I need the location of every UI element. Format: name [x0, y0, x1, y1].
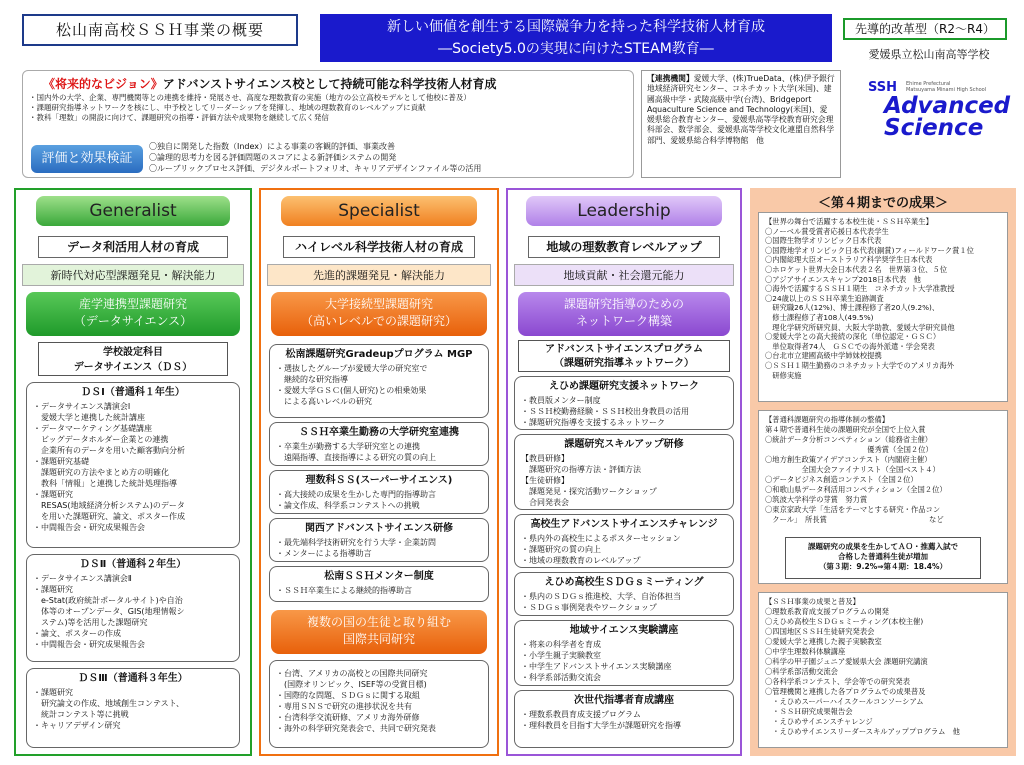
vision-heading-bracket: 《将来的なビジョン》 — [43, 77, 163, 91]
experiment-title: 地域サイエンス実験講座 — [569, 625, 679, 636]
mentor-body: ・ＳＳＨ卒業生による継続的指導助言 — [276, 586, 412, 595]
logo-advanced: Advanced — [884, 93, 1011, 119]
next-gen-title: 次世代指導者育成講座 — [574, 695, 674, 706]
results-general-note — [785, 537, 981, 579]
results-spread — [758, 592, 1008, 748]
banner-line-2: ―Society5.0の実現に向けたSTEAM教育― — [438, 41, 714, 57]
experiment-card — [514, 620, 734, 686]
generalist-subtitle: データ利活用人材の育成 — [38, 236, 228, 258]
partner-label: 【連携機関】 — [647, 74, 694, 83]
super-science-title: 理数科ＳＳ(スーパーサイエンス) — [305, 475, 453, 486]
lab-collab-title: ＳＳＨ卒業生勤務の大学研究室連携 — [299, 427, 459, 438]
ds1-title: ＤＳⅠ（普通科１年生） — [81, 387, 185, 398]
partner-list: 愛媛大学、(株)TrueData、(株)伊予銀行地域経済研究センター、コネチカット大学(米国)、建國高級中学・武陵高級中学(台湾)、Bridgeport Aquaculture Science and Technology(米国)、愛媛県総合教育センター、愛媛県高等学校教育研究会理科部会、数学部会、愛媛県高等学校文化連盟自然科学部門、愛媛県総合科学博物館 他 — [647, 74, 835, 145]
sdgs-body: ・県内のＳＤＧｓ推進校、大学、自治体担当 ・ＳＤＧｓ事例発表やワークショップ — [521, 592, 681, 612]
mgp-title: 松南課題研究Gradeupプログラム MGP — [285, 349, 473, 360]
leadership-subtitle: 地域の理数教育レベルアップ — [528, 236, 720, 258]
results-world-body: 【世界の舞台で活躍する本校生徒・ＳＳＨ卒業生】 〇ノーベル賞受賞者応援日本代表学生 〇国際生物学オリンピック日本代表 〇国際地学オリンピック日本代表(銅賞)フィールドワーク賞１位 〇内閣総理大臣オーストラリア科学奨学生日本代表 〇ホロケット世界大会日本代表２名 世界第３位、５位 〇アジアサイエンスキャンプ2018日本代表 他 〇海外で活躍するＳＳＨ１期生 コネチカット大学准教授 〇24歳以上のＳＳＨ卒業生追跡調査 研究職26人(12%)、博士課程修了者20人(9.2%)、 修士課程修了者108人(49.5%) 理化学研究所研究員、大阪大学助教、愛媛大学研究員他 〇愛媛大学との高大接続の深化（単位認定・ＧＳＣ） 単位取得者74人 ＧＳＣでの海外派遣・学会発表 〇台北市立建國高級中学姉妹校提携 〇ＳＳＨ１期生勤務のコネチカット大学でのアメリカ海外 研修実施 — [765, 217, 974, 380]
ds1-body: ・データサイエンス講演会Ⅰ 愛媛大学と連携した統計講座 ・データマーケティング基礎講座 ビッグデータホルダー企業との連携 企業所有のデータを用いた顧客動向分析 ・課題研究基礎 課題研究の方法やまとめ方の明確化 教科「情報」と連携した統計処理指導 ・課題研究 RESAS(地域経済分析システム)のデータ を用いた課題研究、論文、ポスター作成 ・中間報告会・研究成果報告会 — [33, 402, 185, 532]
intl-body: ・台湾、アメリカの高校との国際共同研究 (国際オリンピック、ISEF等の受賞目標) ・国際的な問題、ＳＤＧｓに関する取組 ・専用ＳＮＳで研究の進捗状況を共有 ・台湾科学交流研修、アメリカ海外研修 ・海外の科学研究発表会で、共同で研究発表 — [276, 669, 436, 733]
lab-collab-body: ・卒業生が勤務する大学研究室との連携 遠隔指導、直接指導による研究の質の向上 — [276, 442, 436, 462]
leadership-network-line2: ネットワーク構築 — [575, 314, 672, 328]
skillup-body: 【教員研修】 課題研究の指導方法・評価方法 【生徒研修】 課題発見・探究活動ワークショップ 合同発表会 — [521, 454, 657, 507]
ds3-title: ＤＳⅢ（普通科３年生） — [78, 673, 188, 684]
leadership-band: 地域貢献・社会還元能力 — [514, 264, 734, 286]
eval-items: 〇独自に開発した指数（Index）による事業の客観的評価、事業改善 〇論理的思考力を図る評価問題のスコアによる新評価システムの開発 〇ルーブリックプロセス評価、デジタルポートフォリオ、キャリアデザインファイル等の活用 — [149, 142, 482, 173]
lab-collab-card — [269, 422, 489, 466]
results-column — [750, 188, 1016, 756]
mentor-card — [269, 566, 489, 602]
support-network-body: ・教員版メンター制度 ・ＳＳＨ校勤務経験・ＳＳＨ校出身教員の活用 ・課題研究指導を支援するネットワーク — [521, 396, 689, 427]
partner-text — [647, 74, 835, 146]
page-title: 松山南高校ＳＳＨ事業の概要 — [22, 14, 298, 46]
school-name: 愛媛県立松山南高等学校 — [868, 48, 990, 61]
kansai-card — [269, 518, 489, 562]
eval-label: 評価と効果検証 — [31, 145, 143, 173]
vision-heading — [43, 75, 497, 92]
as-program-line2: （課題研究指導ネットワーク） — [554, 358, 694, 369]
mentor-title: 松南ＳＳＨメンター制度 — [324, 571, 434, 582]
results-general-body: 【普通科課題研究の指導体制の整備】 第４期で普通科生徒の課題研究が全国で上位入賞 〇統計データ分析コンペティション（総務省主催） 優秀賞（全国２位） 〇地方創生政策アイデアコンテスト（内閣府主催） 全国大会ファイナリスト（全国ベスト４） 〇データビジネス創造コンテスト（全国２位） 〇和歌山県データ利活用コンペティション（全国２位） 〇筑波大学科学の芽賞 努力賞 〇東京家政大学「生活をテーマとする研究・作品コン クール」 所長賞 など — [765, 415, 947, 524]
program-type: 先導的改革型（R2～R4） — [843, 18, 1007, 40]
intl-research — [271, 610, 487, 654]
intl-research-line2: 国際共同研究 — [342, 632, 415, 646]
logo-small-2: Matsuyama Minami High School — [906, 87, 987, 93]
skillup-card — [514, 434, 734, 510]
generalist-band: 新時代対応型課題発見・解決能力 — [22, 264, 244, 286]
ds2-body: ・データサイエンス講演会Ⅱ ・課題研究 e-Stat(政府統計ポータルサイト)や自治 体等のオープンデータ、GIS(地理情報シ ステム)等を活用した課題研究 ・論文、ポスターの作成 ・中間報告会・研究成果報告会 — [33, 574, 185, 649]
generalist-title: Generalist — [36, 196, 230, 226]
vision-box — [22, 70, 634, 178]
generalist-research-line1: 産学連携型課題研究 — [78, 297, 187, 311]
results-spread-body: 【ＳＳＨ事業の成果と普及】 〇理数系教育成支援プログラムの開発 〇えひめ高校生ＳＤＧｓミーティング(本校主催) 〇四国地区ＳＳＨ生徒研究発表会 〇愛媛大学と連携した親子実験教室 〇中学生理数科体験講座 〇科学の甲子園ジュニア愛媛県大会 課題研究講演 〇科学系部活動交流会 〇各科学系コンテスト、学会等での研究発表 〇管理機関と連携した各プログラムでの成果普及 ・えひめスーパーハイスクールコンソーシアム ・ＳＳＨ研究成果報告会 ・えひめサイエンスチャレンジ ・えひめサイエンスリーダースキルアッププログラム 他 — [765, 597, 960, 736]
ds2-title: ＤＳⅡ（普通科２年生） — [79, 559, 187, 570]
note-line1: 課題研究の成果を生かしてＡＯ・推薦入試で — [808, 542, 958, 551]
next-gen-body: ・理数系教員育成支援プログラム ・理科教員を目指す大学生が課題研究を指導 — [521, 710, 681, 730]
support-network-card — [514, 376, 734, 430]
banner-line-1: 新しい価値を創生する国際競争力を持った科学技術人材育成 — [387, 19, 765, 35]
ds3-body: ・課題研究 研究論文の作成、地域創生コンテスト、 統計コンテスト等に挑戦 ・キャリアデザイン研究 — [33, 688, 184, 730]
vision-heading-text: アドバンストサイエンス校として持続可能な科学技術人材育成 — [162, 77, 497, 91]
logo-science: Science — [884, 115, 984, 141]
generalist-research-line2: （データサイエンス） — [73, 314, 193, 328]
results-general — [758, 410, 1008, 584]
partner-box — [641, 70, 841, 178]
super-science-body: ・高大接続の成果を生かした専門的指導助言 ・論文作成、科学系コンテストへの挑戦 — [276, 490, 436, 510]
specialist-subtitle: ハイレベル科学技術人材の育成 — [283, 236, 475, 258]
challenge-title: 高校生アドバンストサイエンスチャレンジ — [530, 519, 718, 530]
note-line2: 合格した普通科生徒が増加 — [838, 552, 928, 561]
kansai-body: ・最先端科学技術研究を行う大学・企業訪問 ・メンターによる指導助言 — [276, 538, 436, 558]
ds2-card — [26, 554, 240, 662]
skillup-title: 課題研究スキルアップ研修 — [564, 439, 684, 450]
mgp-body: ・選抜したグループが愛媛大学の研究室で 継続的な研究指導 ・愛媛大学ＧＳＣ(個人研究)との相乗効果 による高いレベルの研究 — [276, 364, 428, 406]
specialist-band: 先進的課題発見・解決能力 — [267, 264, 491, 286]
specialist-column — [259, 188, 499, 756]
specialist-research-line2: （高いレベルでの課題研究） — [300, 314, 457, 328]
intl-research-line1: 複数の国の生徒と取り組む — [306, 615, 451, 629]
generalist-research — [26, 292, 240, 336]
note-line3: （第３期：9.2%⇒第４期：18.4%） — [818, 562, 948, 571]
support-network-title: えひめ課題研究支援ネットワーク — [549, 381, 699, 392]
results-world — [758, 212, 1008, 402]
generalist-column — [14, 188, 252, 756]
as-program-box — [518, 340, 730, 372]
logo-ssh: SSH — [868, 80, 898, 95]
ds1-card — [26, 382, 240, 548]
vision-items: ・国内外の大学、企業、専門機関等との連携を維持・発展させ、高度な理数教育の実施（地方の公立高校モデルとして他校に普及） ・課題研究指導ネットワークを核にし、中予校としてリーダーシップを発揮し、地域の理数教育のレベルアップに貢献 ・教科「理数」の開設に向けて、課題研究の指導・評価方法や成果物を継続して広く発信 — [29, 93, 471, 122]
sdgs-card — [514, 572, 734, 616]
subject-box — [38, 342, 228, 376]
leadership-column — [506, 188, 742, 756]
results-title: ＜第４期までの成果＞ — [817, 196, 948, 211]
next-gen-card — [514, 690, 734, 748]
leadership-network — [518, 292, 730, 336]
leadership-network-line1: 課題研究指導のための — [563, 297, 684, 311]
specialist-research-line1: 大学接続型課題研究 — [324, 297, 433, 311]
sdgs-title: えひめ高校生ＳＤＧｓミーティング — [544, 577, 704, 588]
challenge-body: ・県内外の高校生によるポスターセッション ・課題研究の質の向上 ・地域の理数教育のレベルアップ — [521, 534, 681, 565]
as-program-line1: アドバンストサイエンスプログラム — [545, 344, 703, 355]
specialist-research — [271, 292, 487, 336]
super-science-card — [269, 470, 489, 514]
ds3-card — [26, 668, 240, 748]
leadership-title: Leadership — [526, 196, 722, 226]
intl-card — [269, 660, 489, 748]
mgp-card — [269, 344, 489, 418]
kansai-title: 関西アドバンストサイエンス研修 — [304, 523, 454, 534]
experiment-body: ・将来の科学者を育成 ・小学生親子実験教室 ・中学生アドバンストサイエンス実験講座 ・科学系部活動交流会 — [521, 640, 672, 682]
banner — [320, 14, 832, 62]
specialist-title: Specialist — [281, 196, 477, 226]
advanced-science-logo — [862, 78, 1010, 148]
challenge-card — [514, 514, 734, 568]
subject-line1: 学校設定科目 — [103, 347, 163, 358]
subject-line2: データサイエンス（ＤＳ） — [73, 362, 193, 373]
logo-small-1: Ehime Prefectural — [906, 81, 951, 87]
